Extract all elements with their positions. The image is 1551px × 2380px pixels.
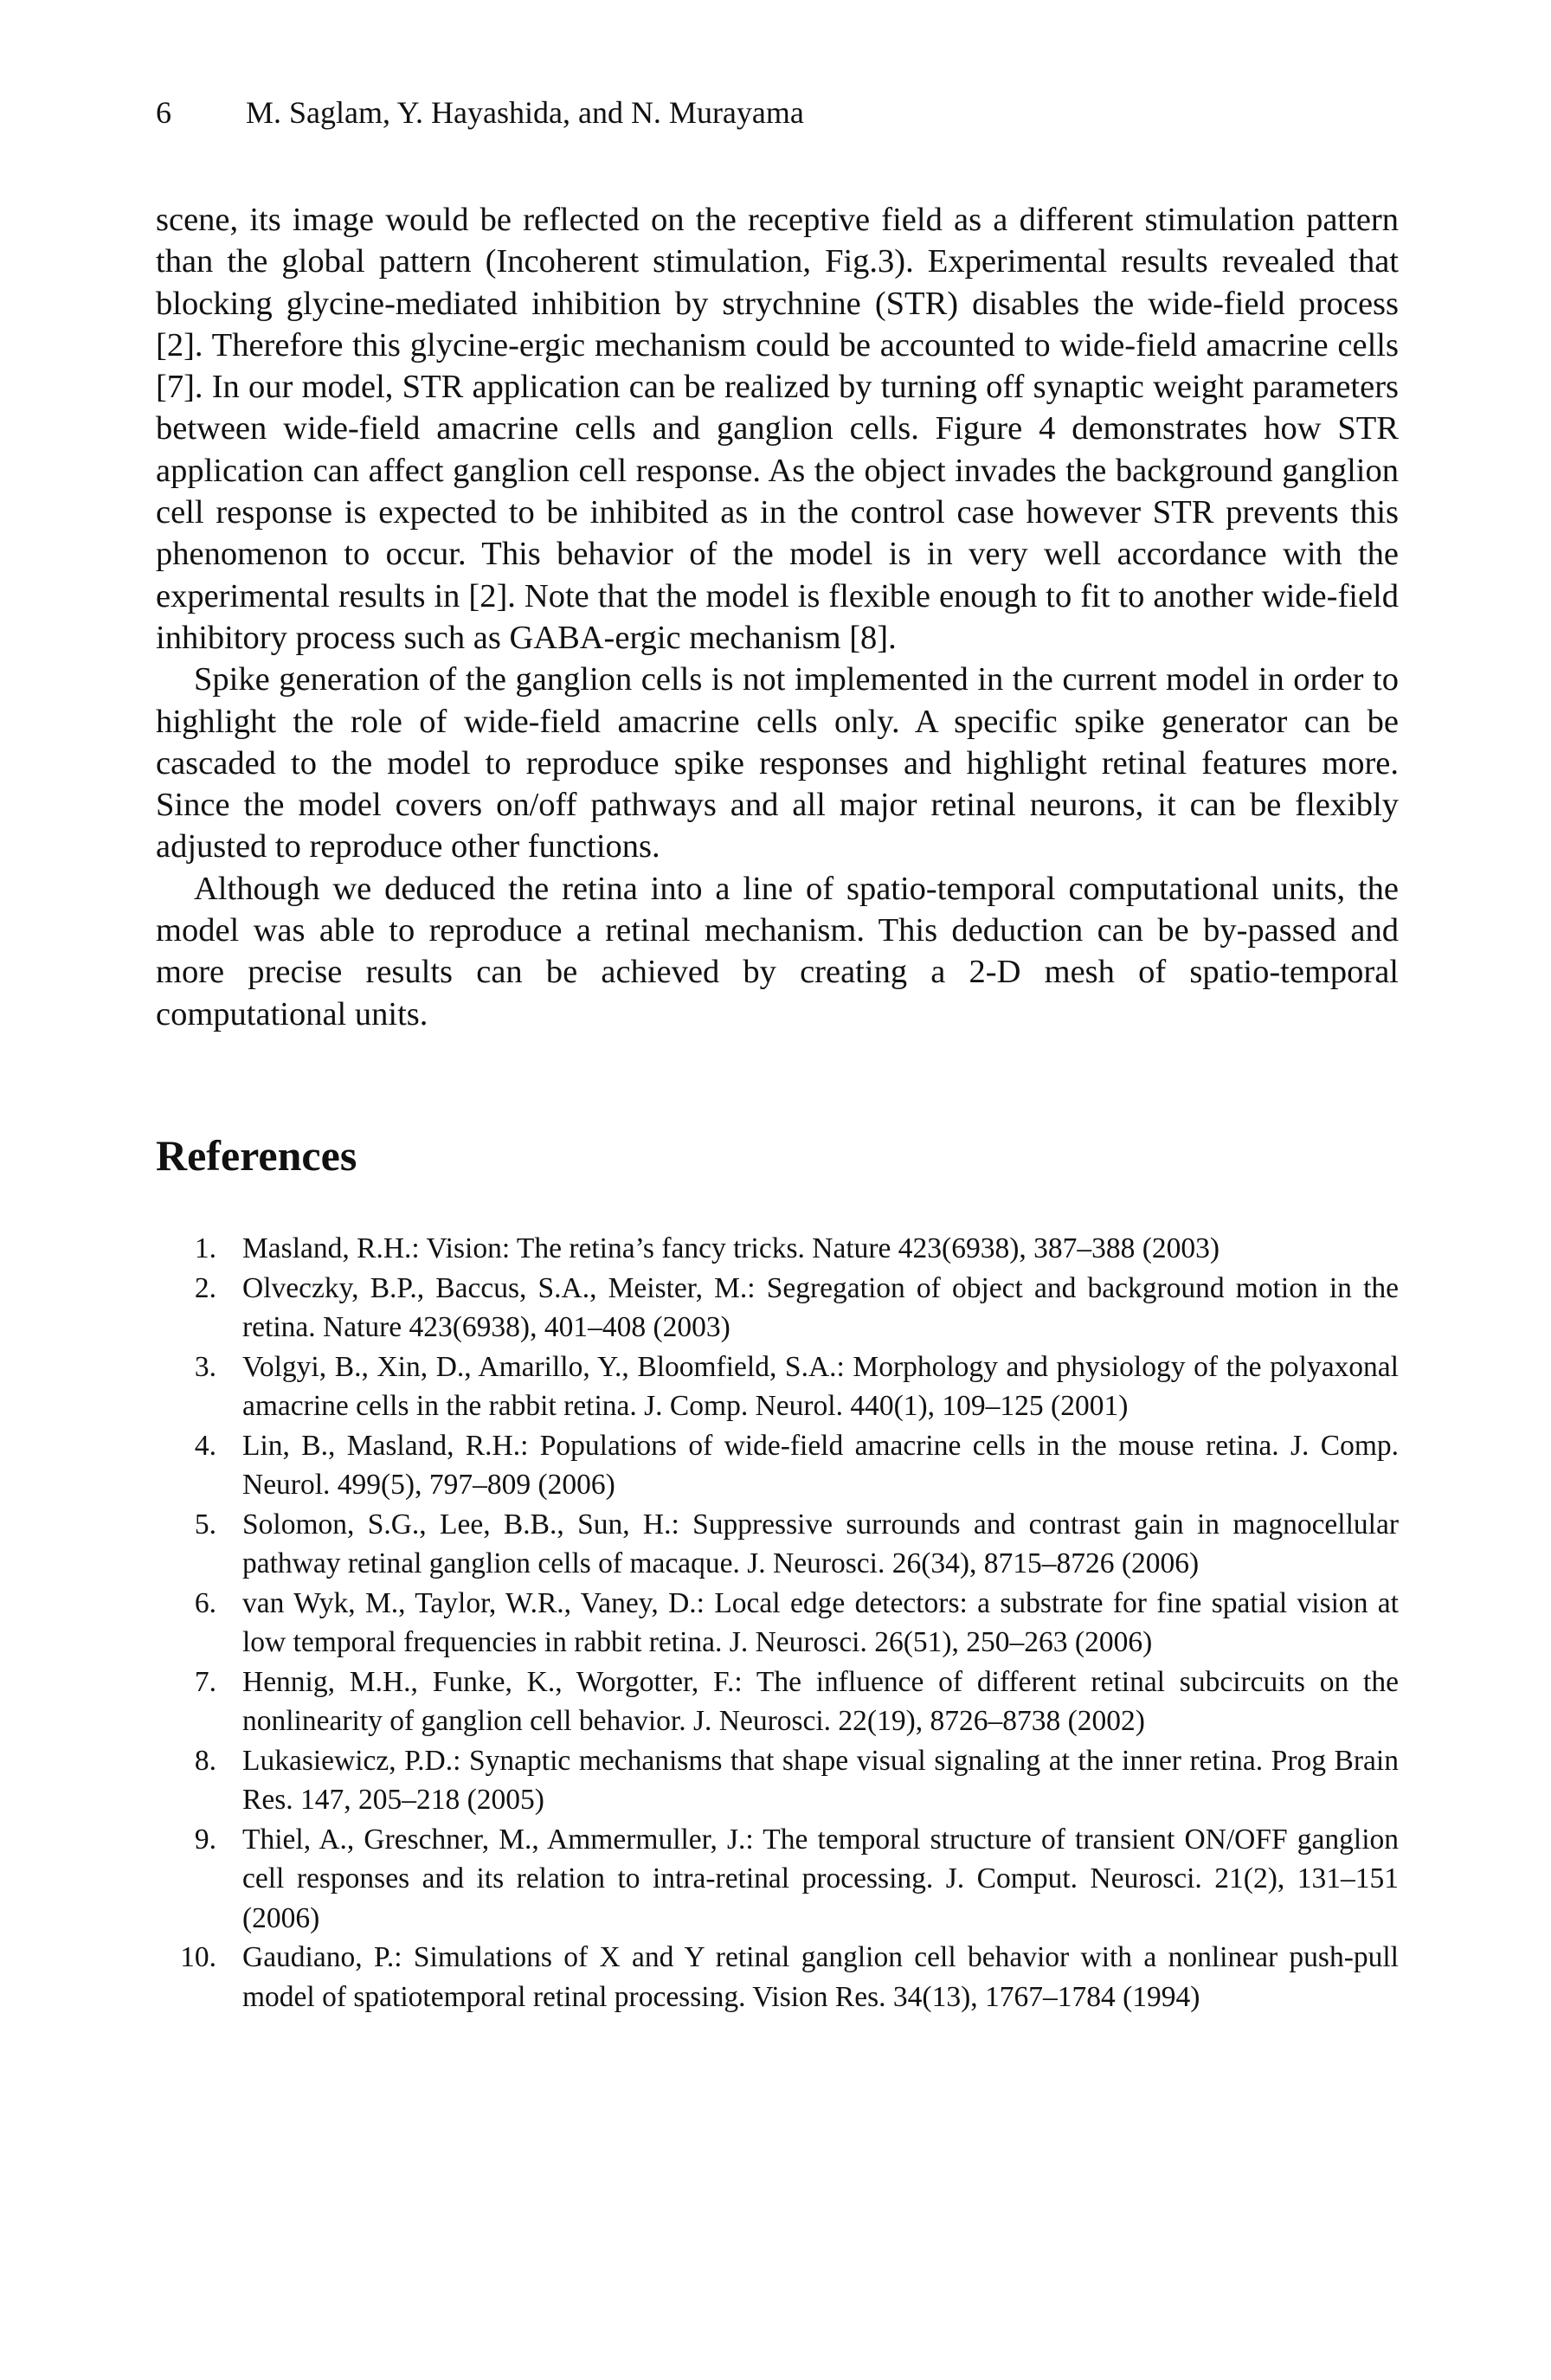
- reference-number: 5.: [194, 1508, 216, 1541]
- reference-text: Volgyi, B., Xin, D., Amarillo, Y., Bloomfield, S.A.: Morphology and physiology of the polyaxonal amacrine cells in the rabbit retina. J. Comp. Neurol. 440(1), 109–125 (2001): [242, 1350, 1399, 1422]
- reference-text: van Wyk, M., Taylor, W.R., Vaney, D.: Local edge detectors: a substrate for fine spatial vision at low temporal frequencies in rabbit retina. J. Neurosci. 26(51), 250–263 (2006): [242, 1586, 1399, 1658]
- reference-number: 6.: [194, 1586, 216, 1619]
- reference-item: [156, 1229, 1399, 1269]
- reference-text: Thiel, A., Greschner, M., Ammermuller, J.: The temporal structure of transient ON/OFF ganglion cell responses and its relation to intra-retinal processing. J. Comput. Neurosci. 21(2), 131–151 (2006): [242, 1823, 1399, 1934]
- reference-item: [156, 1505, 1399, 1584]
- reference-number: 7.: [194, 1665, 216, 1698]
- reference-text: Hennig, M.H., Funke, K., Worgotter, F.: The influence of different retinal subcircuits on the nonlinearity of ganglion cell behavior. J. Neurosci. 22(19), 8726–8738 (2002): [242, 1665, 1399, 1737]
- reference-number: 3.: [194, 1350, 216, 1383]
- body-paragraph-1: scene, its image would be reflected on the receptive field as a different stimulation pattern than the global pattern (Incoherent stimulation, Fig.3). Experimental results revealed that blocking glycine-mediated inhibition by strychnine (STR) disables the wide-field process [2]. Therefore this glycine-ergic mechanism could be accounted to wide-field amacrine cells [7]. In our model, STR application can be realized by turning off synaptic weight parameters between wide-field amacrine cells and ganglion cells. Figure 4 demonstrates how STR application can affect ganglion cell response. As the object invades the background ganglion cell response is expected to be inhibited as in the control case however STR prevents this phenomenon to occur. This behavior of the model is in very well accordance with the experimental results in [2]. Note that the model is flexible enough to fit to another wide-field inhibitory process such as GABA-ergic mechanism [8].: [156, 202, 1399, 656]
- reference-text: Lin, B., Masland, R.H.: Populations of wide-field amacrine cells in the mouse retina. J. Comp. Neurol. 499(5), 797–809 (2006): [242, 1429, 1399, 1501]
- paper-page: [156, 0, 1399, 2380]
- reference-text: Gaudiano, P.: Simulations of X and Y retinal ganglion cell behavior with a nonlinear push-pull model of spatiotemporal retinal processing. Vision Res. 34(13), 1767–1784 (1994): [242, 1941, 1399, 2013]
- body-paragraph-3: Although we deduced the retina into a line of spatio-temporal computational units, the model was able to reproduce a retinal mechanism. This deduction can be by-passed and more precise results can be achieved by creating a 2-D mesh of spatio-temporal computational units.: [156, 870, 1399, 1032]
- running-head-authors: M. Saglam, Y. Hayashida, and N. Murayama: [246, 95, 804, 130]
- references-heading: References: [156, 1131, 357, 1180]
- reference-text: Masland, R.H.: Vision: The retina’s fancy tricks. Nature 423(6938), 387–388 (2003): [242, 1232, 1220, 1264]
- page-number: 6: [156, 95, 171, 130]
- reference-item: [156, 1426, 1399, 1505]
- reference-number: 1.: [194, 1232, 216, 1264]
- reference-item: [156, 1741, 1399, 1820]
- reference-number: 2.: [194, 1271, 216, 1304]
- reference-item: [156, 1820, 1399, 1939]
- reference-item: [156, 1348, 1399, 1426]
- body-text: [156, 199, 1399, 1035]
- references-list: [156, 1229, 1399, 2017]
- reference-text: Lukasiewicz, P.D.: Synaptic mechanisms that shape visual signaling at the inner retina. Prog Brain Res. 147, 205–218 (2005): [242, 1744, 1399, 1816]
- running-head: [156, 93, 1399, 132]
- reference-item: [156, 1269, 1399, 1348]
- reference-number: 9.: [194, 1823, 216, 1856]
- reference-text: Solomon, S.G., Lee, B.B., Sun, H.: Suppressive surrounds and contrast gain in magnocellular pathway retinal ganglion cells of macaque. J. Neurosci. 26(34), 8715–8726 (2006): [242, 1508, 1399, 1579]
- reference-number: 4.: [194, 1429, 216, 1462]
- reference-item: [156, 1938, 1399, 2017]
- reference-number: 10.: [180, 1941, 216, 1973]
- body-paragraph-2: Spike generation of the ganglion cells is not implemented in the current model in order to highlight the role of wide-field amacrine cells only. A specific spike generator can be cascaded to the model to reproduce spike responses and highlight retinal features more. Since the model covers on/off pathways and all major retinal neurons, it can be flexibly adjusted to reproduce other functions.: [156, 661, 1399, 865]
- reference-number: 8.: [194, 1744, 216, 1777]
- reference-item: [156, 1663, 1399, 1741]
- reference-text: Olveczky, B.P., Baccus, S.A., Meister, M.: Segregation of object and background motion in the retina. Nature 423(6938), 401–408 (2003): [242, 1271, 1399, 1343]
- reference-item: [156, 1584, 1399, 1663]
